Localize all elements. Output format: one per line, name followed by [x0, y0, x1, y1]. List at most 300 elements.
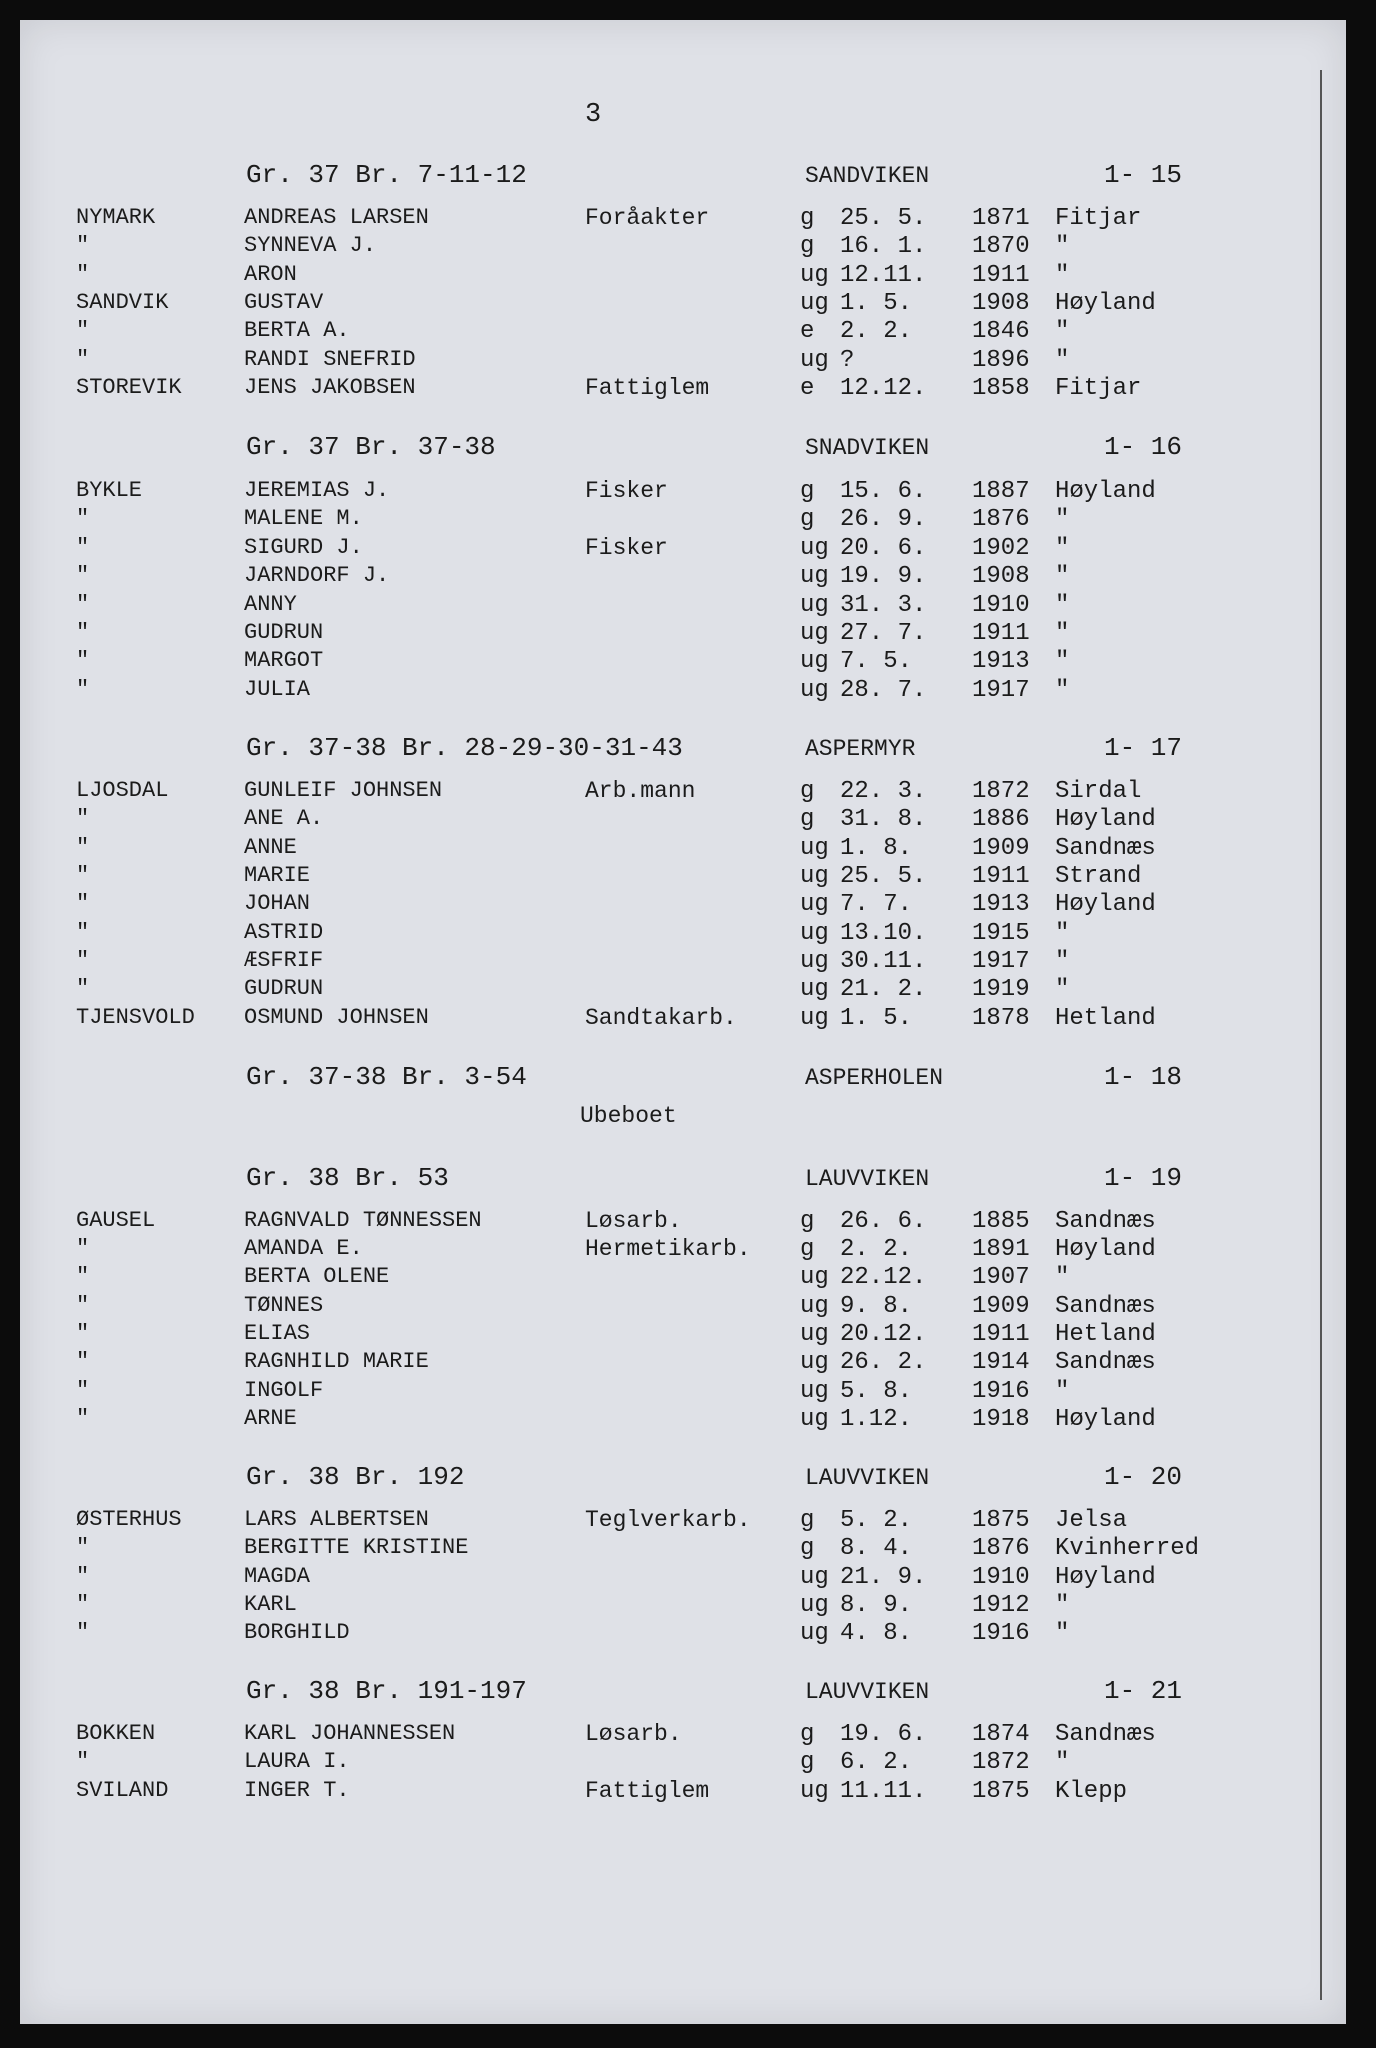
birth-date: 13.10.	[840, 920, 927, 947]
birth-year: 1916	[972, 1620, 1030, 1647]
given-name: INGER T.	[244, 1778, 350, 1803]
surname: "	[76, 1264, 90, 1289]
property-reference: Gr. 38 Br. 191-197	[246, 1676, 527, 1706]
marital-status: ug	[800, 976, 829, 1003]
marital-status: ug	[800, 1321, 829, 1348]
surname: "	[76, 806, 90, 831]
birth-place: Sirdal	[1055, 778, 1142, 805]
location-name: LAUVVIKEN	[805, 1166, 930, 1192]
entry-number: 1- 19	[1104, 1163, 1183, 1193]
birth-date: 19. 9.	[840, 563, 927, 590]
birth-place: Strand	[1055, 863, 1142, 890]
entry-number: 1- 15	[1104, 160, 1183, 190]
birth-place: "	[1055, 948, 1070, 975]
birth-place: "	[1055, 976, 1070, 1003]
birth-date: 1.12.	[840, 1406, 913, 1433]
occupation: Fattiglem	[585, 1778, 710, 1804]
marital-status: g	[800, 233, 815, 260]
birth-place: "	[1055, 535, 1070, 562]
birth-date: 7. 5.	[840, 648, 913, 675]
birth-place: "	[1055, 1620, 1070, 1647]
birth-year: 1909	[972, 1293, 1030, 1320]
person-row	[0, 1778, 1376, 1806]
vacancy-note: Ubeboet	[580, 1103, 677, 1129]
person-row	[0, 1535, 1376, 1563]
birth-date: 1. 5.	[840, 290, 913, 317]
marital-status: ug	[800, 1406, 829, 1433]
birth-year: 1908	[972, 563, 1030, 590]
person-row	[0, 563, 1376, 591]
given-name: MAGDA	[244, 1564, 311, 1589]
given-name: BERGITTE KRISTINE	[244, 1535, 469, 1560]
surname: TJENSVOLD	[76, 1005, 195, 1030]
marital-status: ug	[800, 1264, 829, 1291]
occupation: Løsarb.	[585, 1721, 682, 1747]
person-row	[0, 648, 1376, 676]
surname: "	[76, 1620, 90, 1645]
occupation: Teglverkarb.	[585, 1507, 751, 1533]
birth-place: "	[1055, 233, 1070, 260]
surname: "	[76, 976, 90, 1001]
given-name: INGOLF	[244, 1378, 324, 1403]
birth-year: 1896	[972, 347, 1030, 374]
birth-year: 1908	[972, 290, 1030, 317]
person-row	[0, 1349, 1376, 1377]
surname: "	[76, 648, 90, 673]
person-row	[0, 891, 1376, 919]
property-reference: Gr. 37-38 Br. 28-29-30-31-43	[246, 733, 683, 763]
given-name: OSMUND JOHNSEN	[244, 1005, 429, 1030]
surname: SVILAND	[76, 1778, 169, 1803]
birth-date: 16. 1.	[840, 233, 927, 260]
birth-year: 1907	[972, 1264, 1030, 1291]
birth-year: 1874	[972, 1721, 1030, 1748]
surname: "	[76, 262, 90, 287]
property-reference: Gr. 37 Br. 37-38	[246, 432, 496, 462]
page-number: 3	[585, 100, 602, 130]
location-name: SANDVIKEN	[805, 163, 930, 189]
person-row	[0, 478, 1376, 506]
birth-year: 1911	[972, 1321, 1030, 1348]
marital-status: g	[800, 1535, 815, 1562]
occupation: Fisker	[585, 478, 668, 504]
birth-year: 1886	[972, 806, 1030, 833]
surname: "	[76, 318, 90, 343]
birth-place: Sandnæs	[1055, 1208, 1156, 1235]
birth-place: Hetland	[1055, 1321, 1156, 1348]
marital-status: g	[800, 1208, 815, 1235]
given-name: JULIA	[244, 677, 311, 702]
occupation: Arb.mann	[585, 778, 696, 804]
birth-year: 1878	[972, 1005, 1030, 1032]
person-row	[0, 620, 1376, 648]
birth-year: 1871	[972, 205, 1030, 232]
given-name: GUDRUN	[244, 620, 324, 645]
birth-year: 1910	[972, 1564, 1030, 1591]
marital-status: ug	[800, 677, 829, 704]
marital-status: ug	[800, 262, 829, 289]
birth-year: 1913	[972, 648, 1030, 675]
birth-date: 31. 3.	[840, 592, 927, 619]
person-row	[0, 318, 1376, 346]
birth-place: "	[1055, 620, 1070, 647]
birth-date: 4. 8.	[840, 1620, 913, 1647]
section-header	[0, 1462, 1376, 1492]
birth-date: 26. 9.	[840, 506, 927, 533]
birth-place: "	[1055, 506, 1070, 533]
surname: "	[76, 1406, 90, 1431]
marital-status: ug	[800, 1349, 829, 1376]
surname: "	[76, 948, 90, 973]
person-row	[0, 1406, 1376, 1434]
birth-year: 1846	[972, 318, 1030, 345]
birth-place: Høyland	[1055, 1406, 1156, 1433]
given-name: MALENE M.	[244, 506, 363, 531]
surname: "	[76, 1378, 90, 1403]
birth-place: Fitjar	[1055, 205, 1142, 232]
location-name: ASPERMYR	[805, 736, 916, 762]
person-row	[0, 863, 1376, 891]
birth-year: 1914	[972, 1349, 1030, 1376]
person-row	[0, 1005, 1376, 1033]
given-name: JOHAN	[244, 891, 311, 916]
person-row	[0, 835, 1376, 863]
surname: "	[76, 920, 90, 945]
birth-place: Sandnæs	[1055, 1293, 1156, 1320]
birth-year: 1917	[972, 948, 1030, 975]
marital-status: ug	[800, 835, 829, 862]
birth-year: 1891	[972, 1236, 1030, 1263]
given-name: ANE A.	[244, 806, 324, 831]
birth-year: 1887	[972, 478, 1030, 505]
marital-status: ug	[800, 1564, 829, 1591]
birth-place: "	[1055, 648, 1070, 675]
birth-date: 11.11.	[840, 1778, 927, 1805]
person-row	[0, 375, 1376, 403]
marital-status: ug	[800, 948, 829, 975]
birth-date: 2. 2.	[840, 318, 913, 345]
birth-place: "	[1055, 1378, 1070, 1405]
surname: "	[76, 1535, 90, 1560]
birth-place: Høyland	[1055, 1564, 1156, 1591]
entry-number: 1- 17	[1104, 733, 1183, 763]
given-name: LARS ALBERTSEN	[244, 1507, 429, 1532]
birth-place: "	[1055, 563, 1070, 590]
marital-status: g	[800, 1507, 815, 1534]
surname: "	[76, 1293, 90, 1318]
marital-status: ug	[800, 620, 829, 647]
given-name: ARNE	[244, 1406, 297, 1431]
surname: "	[76, 1321, 90, 1346]
birth-place: Høyland	[1055, 891, 1156, 918]
person-row	[0, 1321, 1376, 1349]
birth-date: 7. 7.	[840, 891, 913, 918]
marital-status: g	[800, 506, 815, 533]
marital-status: ug	[800, 347, 829, 374]
birth-year: 1885	[972, 1208, 1030, 1235]
given-name: ARON	[244, 262, 297, 287]
birth-year: 1918	[972, 1406, 1030, 1433]
birth-place: "	[1055, 592, 1070, 619]
marital-status: g	[800, 806, 815, 833]
marital-status: g	[800, 1721, 815, 1748]
marital-status: e	[800, 375, 815, 402]
surname: GAUSEL	[76, 1208, 156, 1233]
surname: BYKLE	[76, 478, 143, 503]
birth-year: 1911	[972, 863, 1030, 890]
given-name: RAGNVALD TØNNESSEN	[244, 1208, 482, 1233]
person-row	[0, 778, 1376, 806]
surname: "	[76, 535, 90, 560]
surname: "	[76, 347, 90, 372]
birth-place: Klepp	[1055, 1778, 1128, 1805]
birth-date: 22. 3.	[840, 778, 927, 805]
person-row	[0, 1236, 1376, 1264]
marital-status: ug	[800, 563, 829, 590]
marital-status: g	[800, 1749, 815, 1776]
given-name: ANNE	[244, 835, 297, 860]
birth-year: 1919	[972, 976, 1030, 1003]
person-row	[0, 262, 1376, 290]
birth-year: 1872	[972, 1749, 1030, 1776]
given-name: TØNNES	[244, 1293, 324, 1318]
birth-place: Høyland	[1055, 806, 1156, 833]
given-name: BORGHILD	[244, 1620, 350, 1645]
marital-status: ug	[800, 592, 829, 619]
given-name: MARIE	[244, 863, 311, 888]
birth-place: Fitjar	[1055, 375, 1142, 402]
birth-place: "	[1055, 318, 1070, 345]
birth-date: 5. 8.	[840, 1378, 913, 1405]
given-name: BERTA A.	[244, 318, 350, 343]
birth-year: 1911	[972, 262, 1030, 289]
birth-date: 27. 7.	[840, 620, 927, 647]
birth-place: Høyland	[1055, 290, 1156, 317]
person-row	[0, 1564, 1376, 1592]
person-row	[0, 976, 1376, 1004]
marital-status: g	[800, 778, 815, 805]
birth-date: 2. 2.	[840, 1236, 913, 1263]
birth-place: Høyland	[1055, 1236, 1156, 1263]
marital-status: ug	[800, 1293, 829, 1320]
occupation: Fisker	[585, 535, 668, 561]
given-name: JARNDORF J.	[244, 563, 390, 588]
person-row	[0, 1208, 1376, 1236]
surname: ØSTERHUS	[76, 1507, 182, 1532]
person-row	[0, 920, 1376, 948]
birth-date: 20.12.	[840, 1321, 927, 1348]
given-name: LAURA I.	[244, 1749, 350, 1774]
birth-year: 1858	[972, 375, 1030, 402]
marital-status: e	[800, 318, 815, 345]
property-reference: Gr. 37-38 Br. 3-54	[246, 1062, 527, 1092]
entry-number: 1- 21	[1104, 1676, 1183, 1706]
person-row	[0, 205, 1376, 233]
section-header	[0, 1676, 1376, 1706]
surname: "	[76, 677, 90, 702]
person-row	[0, 347, 1376, 375]
occupation: Hermetikarb.	[585, 1236, 751, 1262]
birth-date: 5. 2.	[840, 1507, 913, 1534]
marital-status: ug	[800, 1005, 829, 1032]
birth-year: 1875	[972, 1778, 1030, 1805]
given-name: ANNY	[244, 592, 297, 617]
person-row	[0, 506, 1376, 534]
location-name: SNADVIKEN	[805, 435, 930, 461]
person-row	[0, 677, 1376, 705]
person-row	[0, 1264, 1376, 1292]
surname: "	[76, 233, 90, 258]
marital-status: ug	[800, 1378, 829, 1405]
surname: "	[76, 1349, 90, 1374]
birth-year: 1876	[972, 1535, 1030, 1562]
birth-date: 30.11.	[840, 948, 927, 975]
surname: "	[76, 506, 90, 531]
birth-year: 1902	[972, 535, 1030, 562]
birth-date: 1. 8.	[840, 835, 913, 862]
birth-place: Kvinherred	[1055, 1535, 1200, 1562]
marital-status: ug	[800, 1620, 829, 1647]
birth-date: 12.11.	[840, 262, 927, 289]
given-name: AMANDA E.	[244, 1236, 363, 1261]
birth-date: 19. 6.	[840, 1721, 927, 1748]
birth-place: "	[1055, 920, 1070, 947]
location-name: ASPERHOLEN	[805, 1065, 944, 1091]
marital-status: ug	[800, 891, 829, 918]
surname: "	[76, 1749, 90, 1774]
section-header	[0, 1062, 1376, 1092]
given-name: ANDREAS LARSEN	[244, 205, 429, 230]
surname: NYMARK	[76, 205, 156, 230]
person-row	[0, 1592, 1376, 1620]
birth-date: 6. 2.	[840, 1749, 913, 1776]
birth-date: 25. 5.	[840, 205, 927, 232]
given-name: MARGOT	[244, 648, 324, 673]
marital-status: ug	[800, 648, 829, 675]
given-name: ASTRID	[244, 920, 324, 945]
given-name: JEREMIAS J.	[244, 478, 390, 503]
surname: "	[76, 563, 90, 588]
person-row	[0, 233, 1376, 261]
birth-place: Høyland	[1055, 478, 1156, 505]
birth-date: 8. 9.	[840, 1592, 913, 1619]
birth-date: 20. 6.	[840, 535, 927, 562]
birth-date: ?	[840, 347, 855, 374]
person-row	[0, 535, 1376, 563]
birth-year: 1915	[972, 920, 1030, 947]
person-row	[0, 592, 1376, 620]
person-row	[0, 1507, 1376, 1535]
birth-year: 1910	[972, 592, 1030, 619]
birth-year: 1916	[972, 1378, 1030, 1405]
person-row	[0, 290, 1376, 318]
birth-place: "	[1055, 1749, 1070, 1776]
given-name: ÆSFRIF	[244, 948, 324, 973]
birth-year: 1909	[972, 835, 1030, 862]
section-header	[0, 432, 1376, 462]
occupation: Løsarb.	[585, 1208, 682, 1234]
birth-date: 26. 2.	[840, 1349, 927, 1376]
surname: LJOSDAL	[76, 778, 169, 803]
surname: "	[76, 1564, 90, 1589]
marital-status: g	[800, 478, 815, 505]
property-reference: Gr. 38 Br. 192	[246, 1462, 465, 1492]
birth-date: 8. 4.	[840, 1535, 913, 1562]
section-header	[0, 1163, 1376, 1193]
person-row	[0, 1749, 1376, 1777]
given-name: RANDI SNEFRID	[244, 347, 416, 372]
birth-place: Sandnæs	[1055, 1721, 1156, 1748]
given-name: SYNNEVA J.	[244, 233, 377, 258]
surname: "	[76, 1236, 90, 1261]
birth-date: 1. 5.	[840, 1005, 913, 1032]
marital-status: ug	[800, 920, 829, 947]
marital-status: ug	[800, 1778, 829, 1805]
marital-status: ug	[800, 863, 829, 890]
marital-status: ug	[800, 290, 829, 317]
birth-place: Sandnæs	[1055, 835, 1156, 862]
surname: SANDVIK	[76, 290, 169, 315]
birth-place: Sandnæs	[1055, 1349, 1156, 1376]
entry-number: 1- 18	[1104, 1062, 1183, 1092]
birth-date: 25. 5.	[840, 863, 927, 890]
marital-status: ug	[800, 1592, 829, 1619]
birth-place: "	[1055, 1592, 1070, 1619]
given-name: JENS JAKOBSEN	[244, 375, 416, 400]
person-row	[0, 1721, 1376, 1749]
birth-place: Jelsa	[1055, 1507, 1128, 1534]
given-name: KARL	[244, 1592, 297, 1617]
given-name: GUNLEIF JOHNSEN	[244, 778, 443, 803]
birth-place: "	[1055, 262, 1070, 289]
given-name: SIGURD J.	[244, 535, 363, 560]
occupation: Fattiglem	[585, 375, 710, 401]
surname: STOREVIK	[76, 375, 182, 400]
surname: "	[76, 620, 90, 645]
location-name: LAUVVIKEN	[805, 1679, 930, 1705]
birth-year: 1872	[972, 778, 1030, 805]
given-name: GUSTAV	[244, 290, 324, 315]
surname: "	[76, 1592, 90, 1617]
given-name: GUDRUN	[244, 976, 324, 1001]
birth-place: "	[1055, 677, 1070, 704]
birth-year: 1913	[972, 891, 1030, 918]
birth-place: Hetland	[1055, 1005, 1156, 1032]
person-row	[0, 806, 1376, 834]
given-name: ELIAS	[244, 1321, 311, 1346]
occupation: Foråakter	[585, 205, 710, 231]
given-name: BERTA OLENE	[244, 1264, 390, 1289]
section-header	[0, 733, 1376, 763]
marital-status: g	[800, 1236, 815, 1263]
person-row	[0, 1378, 1376, 1406]
person-row	[0, 1620, 1376, 1648]
birth-year: 1912	[972, 1592, 1030, 1619]
birth-year: 1875	[972, 1507, 1030, 1534]
birth-date: 12.12.	[840, 375, 927, 402]
entry-number: 1- 16	[1104, 432, 1183, 462]
person-row	[0, 948, 1376, 976]
given-name: KARL JOHANNESSEN	[244, 1721, 456, 1746]
surname: "	[76, 592, 90, 617]
surname: "	[76, 835, 90, 860]
birth-year: 1876	[972, 506, 1030, 533]
birth-date: 15. 6.	[840, 478, 927, 505]
occupation: Sandtakarb.	[585, 1005, 737, 1031]
property-reference: Gr. 38 Br. 53	[246, 1163, 449, 1193]
person-row	[0, 1293, 1376, 1321]
birth-year: 1911	[972, 620, 1030, 647]
